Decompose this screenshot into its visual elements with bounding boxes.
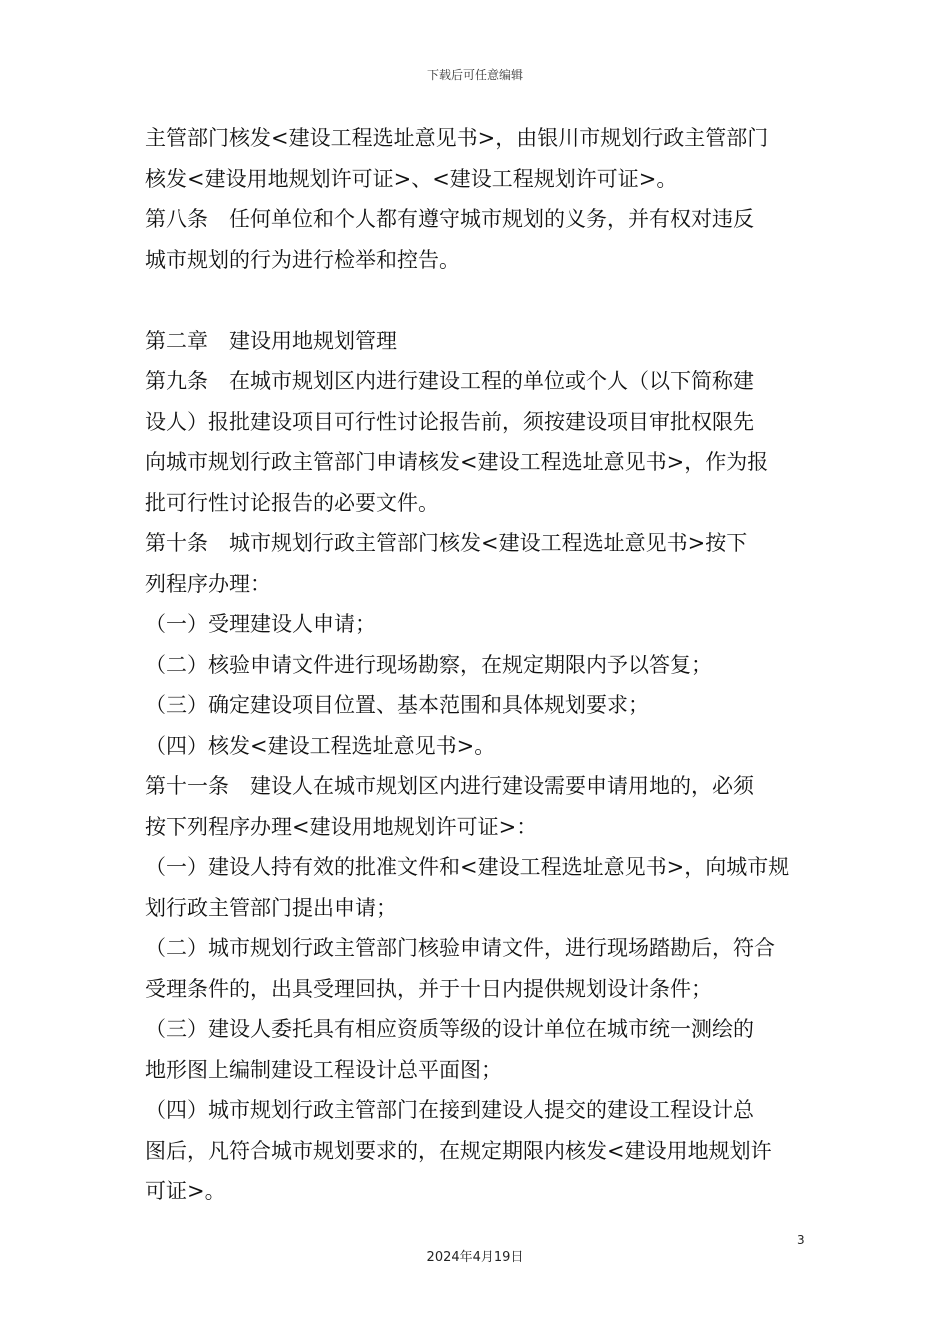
- text-line: 图后，凡符合城市规划要求的，在规定期限内核发<建设用地规划许: [145, 1138, 772, 1163]
- text-line: （三）建设人委托具有相应资质等级的设计单位在城市统一测绘的: [145, 1017, 754, 1041]
- text-line: （一）建设人持有效的批准文件和<建设工程选址意见书>，向城市规: [145, 855, 790, 879]
- page-header: 下载后可任意编辑: [426, 68, 523, 82]
- text-line: 划行政主管部门提出申请；: [145, 895, 397, 920]
- page-number: 3: [797, 1233, 805, 1247]
- text-line: 主管部门核发<建设工程选址意见书>，由银川市规划行政主管部门: [145, 126, 769, 150]
- text-line: 按下列程序办理<建设用地规划许可证>：: [145, 814, 538, 839]
- chapter-heading: 第二章 建设用地规划管理: [145, 328, 397, 353]
- text-line: 受理条件的，出具受理回执，并于十日内提供规划设计条件；: [145, 976, 712, 1001]
- page-footer-date: 2024年4月19日: [426, 1250, 524, 1265]
- text-line: 可证>。: [145, 1179, 226, 1203]
- document-body: [145, 118, 815, 1212]
- text-line: 地形图上编制建设工程设计总平面图；: [145, 1057, 502, 1082]
- text-line: 城市规划的行为进行检举和控告。: [145, 247, 460, 272]
- text-line: 批可行性讨论报告的必要文件。: [145, 490, 439, 515]
- text-line: 第八条 任何单位和个人都有遵守城市规划的义务，并有权对违反: [145, 207, 754, 231]
- text-line: （一）受理建设人申请；: [145, 612, 376, 636]
- text-line: 列程序办理：: [145, 571, 271, 596]
- blank-line: [145, 280, 815, 321]
- text-line: 第九条 在城市规划区内进行建设工程的单位或个人（以下简称建: [145, 369, 754, 393]
- text-line: （三）确定建设项目位置、基本范围和具体规划要求；: [145, 693, 649, 717]
- text-line: （四）核发<建设工程选址意见书>。: [145, 733, 496, 758]
- text-line: （四）城市规划行政主管部门在接到建设人提交的建设工程设计总: [145, 1098, 754, 1122]
- text-line: 第十条 城市规划行政主管部门核发<建设工程选址意见书>按下: [145, 531, 748, 555]
- text-line: 第十一条 建设人在城市规划区内进行建设需要申请用地的，必须: [145, 774, 754, 798]
- text-line: （二）城市规划行政主管部门核验申请文件，进行现场踏勘后，符合: [145, 936, 775, 960]
- text-line: （二）核验申请文件进行现场勘察，在规定期限内予以答复；: [145, 652, 712, 677]
- text-line: 设人）报批建设项目可行性讨论报告前，须按建设项目审批权限先: [145, 409, 754, 434]
- text-line: 向城市规划行政主管部门申请核发<建设工程选址意见书>，作为报: [145, 450, 769, 474]
- text-line: 核发<建设用地规划许可证>、<建设工程规划许可证>。: [145, 166, 678, 191]
